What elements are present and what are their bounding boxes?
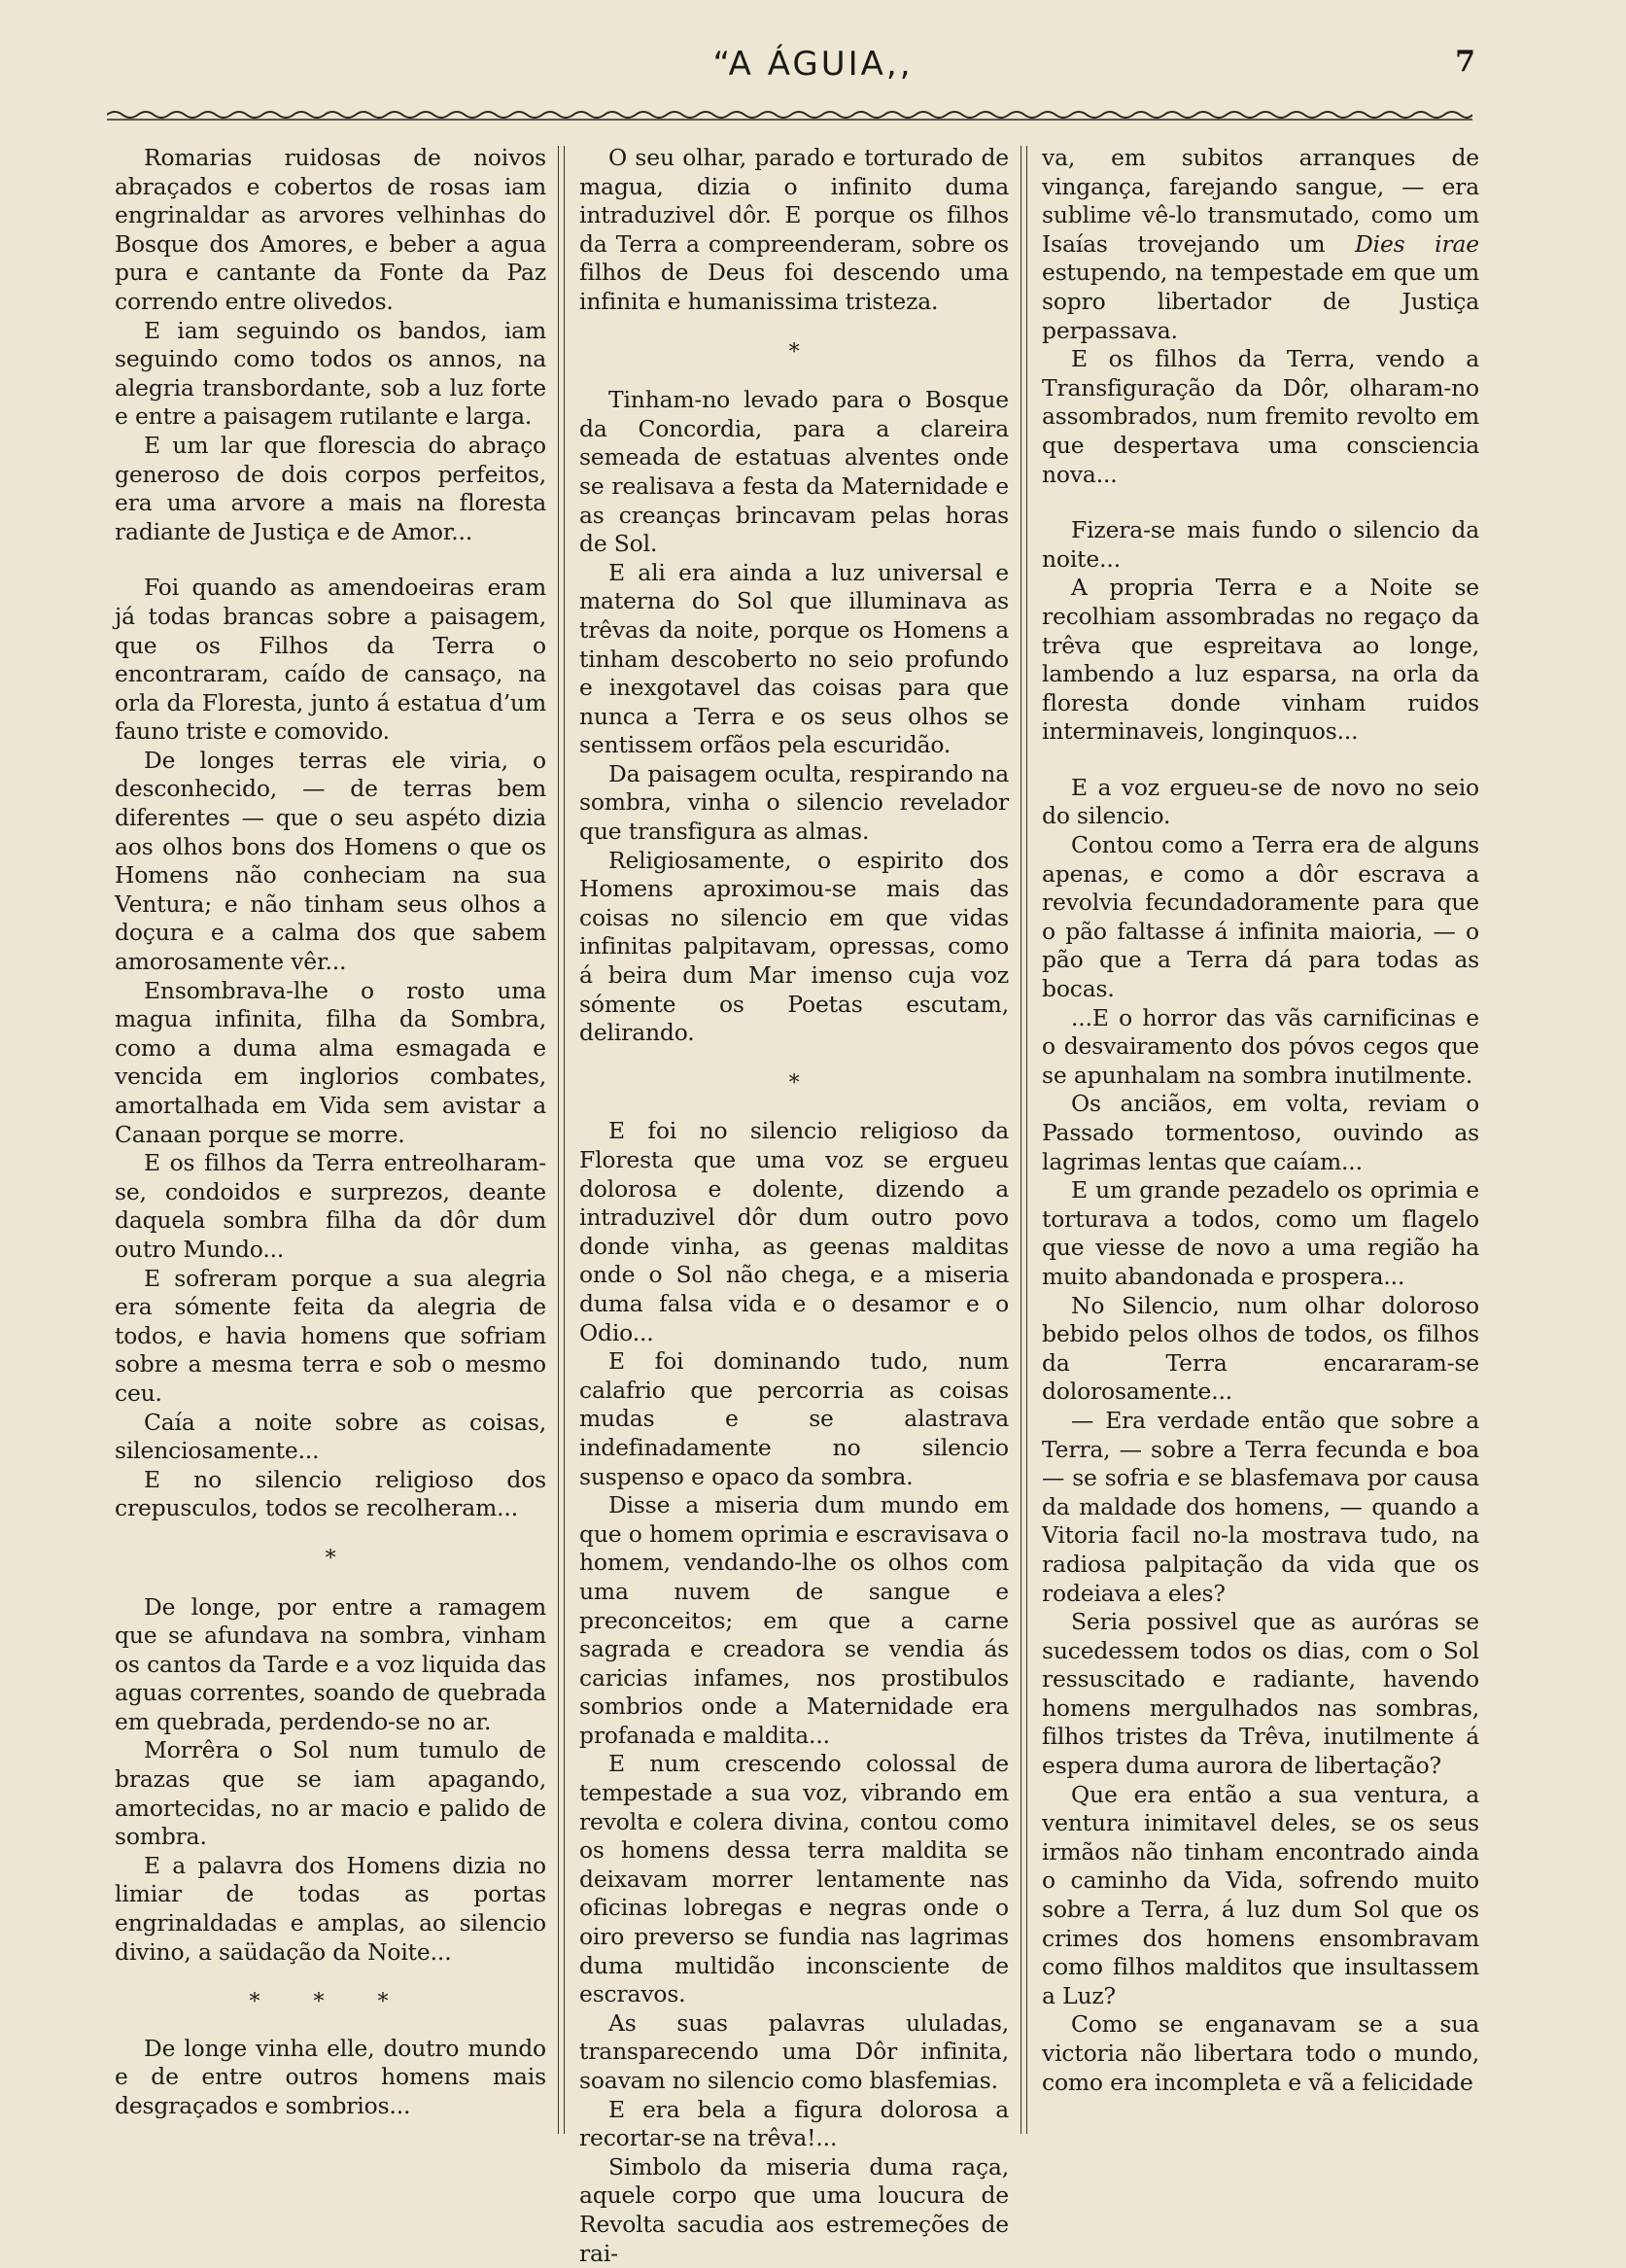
section-break-asterisk: * (788, 1070, 800, 1096)
paragraph-text: va, em subitos arranques de vingança, farejando sangue, — era sublime vê-lo transmutado, como um Isaías trovejando um (1042, 144, 1479, 258)
paragraph: Romarias ruidosas de noivos abraçados e cobertos de rosas iam engrinaldar as arvores velhinhas do Bosque dos Amores, e beber a agua pura e cantante da Fonte da Paz correndo entre olivedos. (115, 144, 546, 315)
paragraph: Simbolo da miseria duma raça, aquele corpo que uma loucura de Revolta sacudia aos estremeções de rai- (579, 2152, 1009, 2267)
paragraph: As suas palavras ululadas, transparecendo uma Dôr infinita, soavam no silencio como blasfemias. (579, 2008, 1009, 2094)
paragraph: Contou como a Terra era de alguns apenas, e como a dôr escrava a revolvia fecundadoramente para que o pão faltasse á infinita maioria, — o pão que a Terra dá para todas as bocas. (1042, 831, 1479, 1003)
paragraph: Seria possivel que as auróras se sucedessem todos os dias, com o Sol ressuscitado e radiante, havendo homens mergulhados nas sombras, filhos tristes da Trêva, inutilmente á espera duma aurora de libertação? (1042, 1608, 1479, 1780)
paragraph: E a palavra dos Homens dizia no limiar de todas as portas engrinaldadas e amplas, ao silencio divino, a saüdação da Noite... (115, 1851, 546, 1966)
paragraph: E sofreram porque a sua alegria era sómente feita da alegria de todos, e havia homens que sofriam sobre a mesma terra e sob o mesmo ceu. (115, 1264, 546, 1407)
paragraph: E os filhos da Terra entreolharam-se, condoidos e surprezos, deante daquela sombra filha da dôr dum outro Mundo... (115, 1149, 546, 1263)
paragraph: E num crescendo colossal de tempestade a sua voz, vibrando em revolta e colera divina, contou como os homens dessa terra maldita se deixavam morrer lentamente nas oficinas lobregas e negras onde o oiro preverso se fundia nas lagrimas duma multidão inconsciente de escravos. (579, 1750, 1009, 2008)
paragraph: E iam seguindo os bandos, iam seguindo como todos os annos, na alegria transbordante, sob a luz forte e entre a paisagem rutilante e larga. (115, 316, 546, 431)
paragraph: E os filhos da Terra, vendo a Transfiguração da Dôr, olharam-no assombrados, num fremito revolto em que despertava uma consciencia nova... (1042, 345, 1479, 488)
paragraph: E foi no silencio religioso da Floresta que uma voz se ergueu dolorosa e dolente, dizendo a intraduzivel dôr dum outro povo donde vinha, as geenas malditas onde o Sol não chega, e a miseria duma falsa vida e o desamor e o Odio... (579, 1117, 1009, 1346)
paragraph: — Era verdade então que sobre a Terra, — sobre a Terra fecunda e boa — se sofria e se blasfemava por causa da maldade dos homens, — quando a Vitoria facil no-la mostrava tudo, na radiosa palpitação da vida que os rodeiava a eles? (1042, 1406, 1479, 1607)
paragraph: E um lar que florescia do abraço generoso de dois corpos perfeitos, era uma arvore a mais na floresta radiante de Justiça e de Amor... (115, 431, 546, 545)
paragraph: De longe vinha elle, doutro mundo e de entre outros homens mais desgraçados e sombrios... (115, 2034, 546, 2119)
paragraph: O seu olhar, parado e torturado de magua, dizia o infinito duma intraduzivel dôr. E porque os filhos da Terra a compreenderam, sobre os filhos de Deus foi descendo uma infinita e humanissima tristeza. (579, 144, 1009, 315)
paragraph: A propria Terra e a Noite se recolhiam assombradas no regaço da trêva que espreitava ao longe, lambendo a luz esparsa, na orla da floresta donde vinham ruidos interminaveis, longinquos... (1042, 574, 1479, 746)
column-divider (558, 146, 565, 2134)
paragraph: Os anciãos, em volta, reviam o Passado tormentoso, ouvindo as lagrimas lentas que caíam... (1042, 1090, 1479, 1175)
running-head (0, 37, 1626, 95)
column-divider (1021, 146, 1027, 2134)
article-column-3 (1042, 144, 1479, 2097)
paragraph: E um grande pezadelo os oprimia e torturava a todos, como um flagelo que viesse de novo a uma região ha muito abandonada e prospera... (1042, 1176, 1479, 1290)
paragraph: ...E o horror das vãs carnificinas e o desvairamento dos póvos cegos que se apunhalam na sombra inutilmente. (1042, 1003, 1479, 1089)
section-break-asterisks: * * * (249, 1990, 412, 2015)
paragraph: E foi dominando tudo, num calafrio que percorria as coisas mudas e se alastrava indefinadamente no silencio suspenso e opaco da sombra. (579, 1347, 1009, 1490)
paragraph: E no silencio religioso dos crepusculos, todos se recolheram... (115, 1465, 546, 1522)
paragraph: No Silencio, num olhar doloroso bebido pelos olhos de todos, os filhos da Terra encararam-se dolorosamente... (1042, 1291, 1479, 1406)
paragraph-text: estupendo, na tempestade em que um sopro libertador de Justiça perpassava. (1042, 259, 1479, 344)
paragraph: De longes terras ele viria, o desconhecido, — de terras bem diferentes — que o seu aspéto dizia aos olhos bons dos Homens o que os Homens não conheciam na sua Ventura; e não tinham seus olhos a doçura e a calma dos que sabem amorosamente vêr... (115, 746, 546, 976)
page-number: 7 (1455, 45, 1475, 79)
paragraph: Morrêra o Sol num tumulo de brazas que se iam apagando, amortecidas, no ar macio e palido de sombra. (115, 1736, 546, 1851)
paragraph (1042, 144, 1479, 345)
paragraph: Caía a noite sobre as coisas, silenciosamente... (115, 1408, 546, 1465)
paragraph: E ali era ainda a luz universal e materna do Sol que illuminava as trêvas da noite, porque os Homens a tinham descoberto no seio profundo e inexgotavel das coisas para que nunca a Terra e os seus olhos se sentissem orfãos pela escuridão. (579, 558, 1009, 759)
latin-phrase: Dies irae (1355, 229, 1479, 258)
paragraph: Da paisagem oculta, respirando na sombra, vinha o silencio revelador que transfigura as almas. (579, 759, 1009, 846)
paragraph: E a voz ergueu-se de novo no seio do silencio. (1042, 773, 1479, 830)
paragraph: Religiosamente, o espirito dos Homens aproximou-se mais das coisas no silencio em que vidas infinitas palpitavam, opressas, como á beira dum Mar imenso cuja voz sómente os Poetas escutam, delirando. (579, 846, 1009, 1047)
paragraph: Como se enganavam se a sua victoria não libertara todo o mundo, como era incompleta e vã a felicidade (1042, 2010, 1479, 2096)
paragraph: Foi quando as amendoeiras eram já todas brancas sobre a paisagem, que os Filhos da Terra o encontraram, caído de cansaço, na orla da Floresta, junto á estatua d’um fauno triste e comovido. (115, 574, 546, 746)
section-break-asterisk: * (788, 339, 800, 365)
paragraph: De longe, por entre a ramagem que se afundava na sombra, vinham os cantos da Tarde e a voz liquida das aguas correntes, soando de quebrada em quebrada, perdendo-se no ar. (115, 1592, 546, 1735)
paragraph: Que era então a sua ventura, a ventura inimitavel deles, se os seus irmãos não tinham encontrado ainda o caminho da Vida, sofrendo muito sobre a Terra, á luz dum Sol que os crimes dos homens ensombravam como filhos malditos que insultassem a Luz? (1042, 1780, 1479, 2009)
article-column-2 (579, 144, 1009, 2268)
header-ornament-rule (107, 95, 1472, 124)
paragraph: Disse a miseria dum mundo em que o homem oprimia e escravisava o homem, vendando-lhe os olhos com uma nuvem de sangue e preconceitos; em que a carne sagrada e creadora se vendia ás caricias infames, nos prostibulos sombrios onde a Maternidade era profanada e maldita... (579, 1491, 1009, 1749)
article-column-1 (115, 144, 546, 2121)
paragraph: Ensombrava-lhe o rosto uma magua infinita, filha da Sombra, como a duma alma esmagada e vencida em inglorios combates, amortalhada em Vida sem avistar a Canaan porque se morre. (115, 976, 546, 1148)
paragraph: E era bela a figura dolorosa a recortar-se na trêva!... (579, 2095, 1009, 2152)
paragraph: Tinham-no levado para o Bosque da Concordia, para a clareira semeada de estatuas alventes onde se realisava a festa da Maternidade e as creanças brincavam pelas horas de Sol. (579, 386, 1009, 558)
section-break-asterisk: * (325, 1546, 336, 1571)
paragraph: Fizera-se mais fundo o silencio da noite... (1042, 516, 1479, 573)
journal-title: “A ÁGUIA,, (712, 45, 914, 84)
